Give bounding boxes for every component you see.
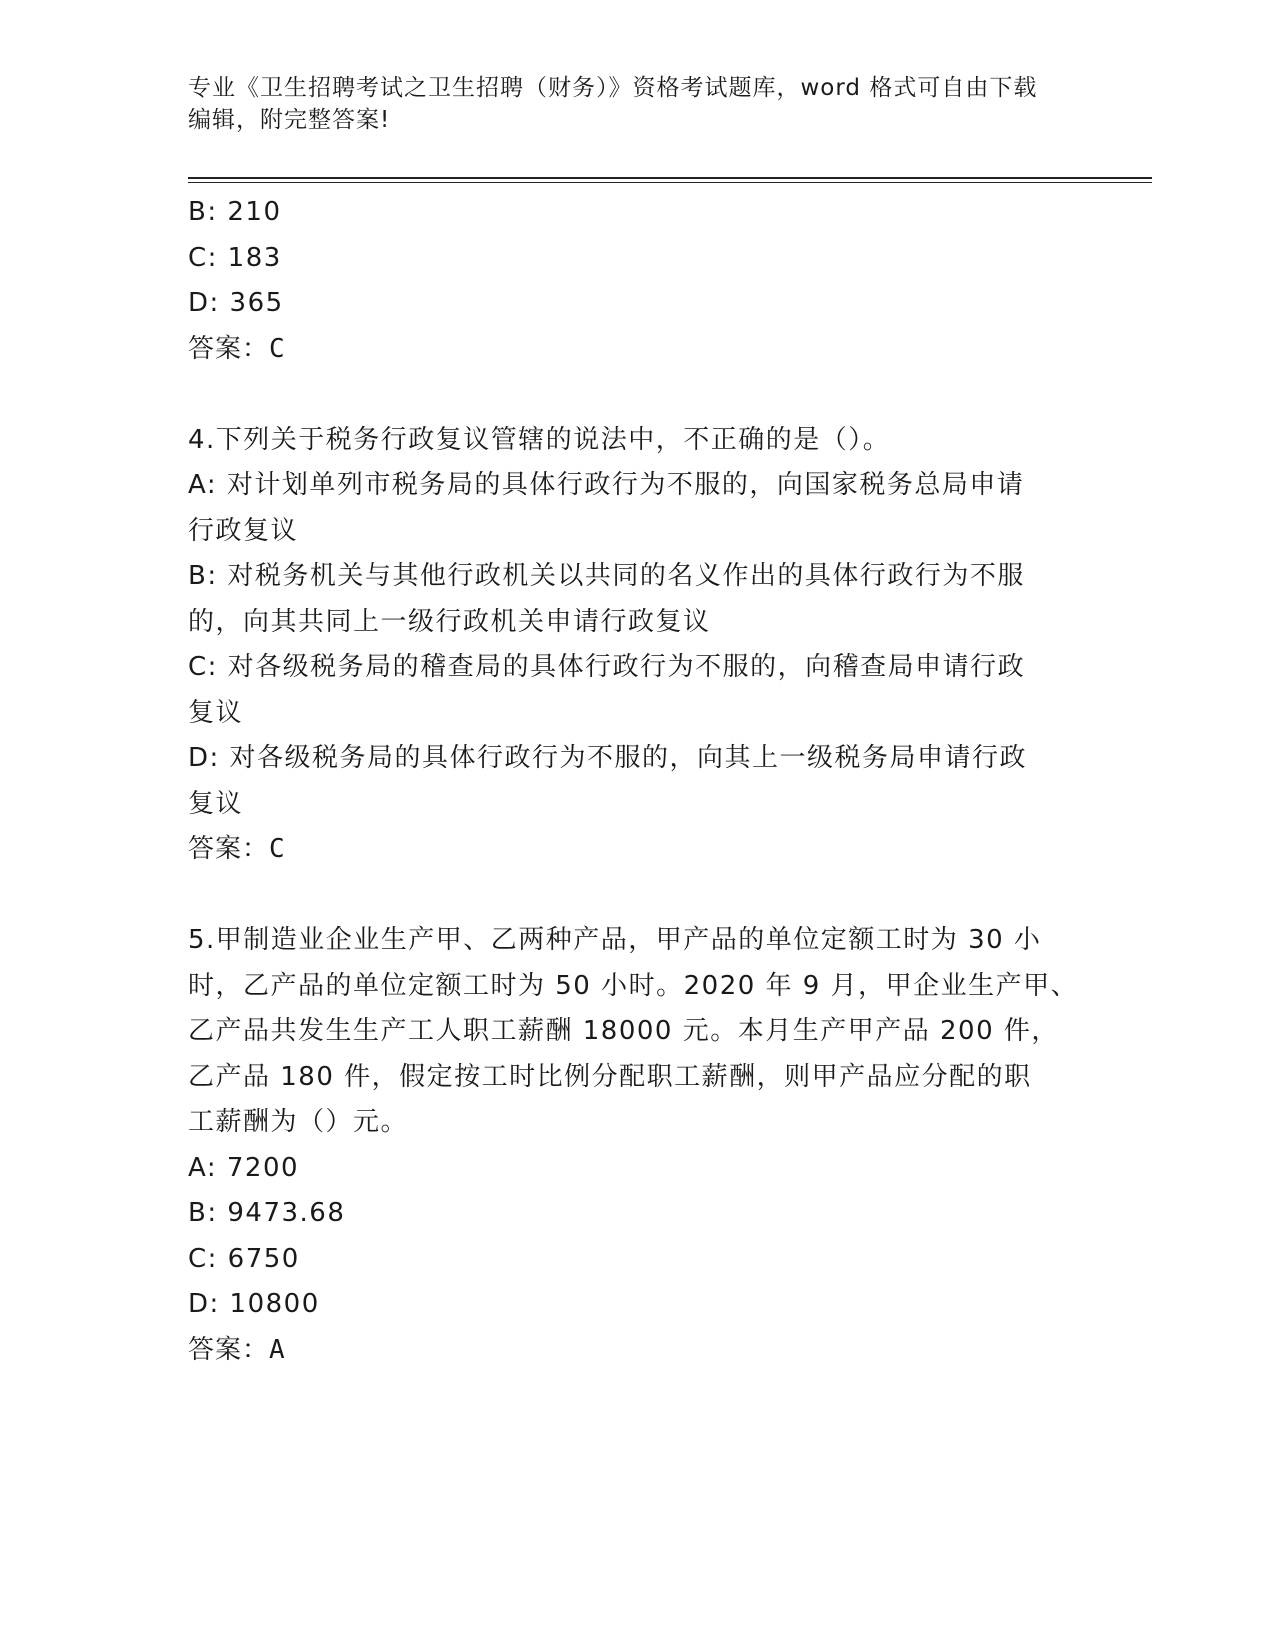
question-5-block bbox=[188, 918, 1088, 1373]
q5-option-d: D: 10800 bbox=[188, 1289, 320, 1319]
spacer bbox=[188, 873, 1088, 919]
header-rule-thick bbox=[188, 177, 1152, 179]
q4-option-d-line-1: D: 对各级税务局的具体行政行为不服的，向其上一级税务局申请行政 bbox=[188, 743, 1028, 773]
q4-option-a-line-1: A: 对计划单列市税务局的具体行政行为不服的，向国家税务总局申请 bbox=[188, 470, 1025, 500]
q4-option-c-line-1: C: 对各级税务局的稽查局的具体行政行为不服的，向稽查局申请行政 bbox=[188, 652, 1026, 682]
q5-stem-line-5: 工薪酬为（）元。 bbox=[188, 1107, 409, 1137]
q4-option-b-line-1: B: 对税务机关与其他行政机关以共同的名义作出的具体行政行为不服 bbox=[188, 561, 1025, 591]
q5-option-c: C: 6750 bbox=[188, 1243, 300, 1274]
document-body bbox=[188, 190, 1088, 1373]
q3-answer: 答案：C bbox=[188, 333, 286, 364]
q5-stem-line-3: 乙产品共发生生产工人职工薪酬 18000 元。本月生产甲产品 200 件， bbox=[188, 1016, 1059, 1046]
q4-answer: 答案：C bbox=[188, 834, 286, 864]
header-line-2: 编辑，附完整答案! bbox=[188, 107, 391, 133]
question-4-block bbox=[188, 418, 1088, 873]
question-3-block bbox=[188, 190, 1088, 372]
q5-option-a: A: 7200 bbox=[188, 1152, 300, 1183]
q5-answer: 答案：A bbox=[188, 1334, 286, 1365]
q3-option-b: B: 210 bbox=[188, 197, 282, 227]
q4-stem: 4.下列关于税务行政复议管辖的说法中，不正确的是（）。 bbox=[188, 424, 891, 455]
header-rule-thin bbox=[188, 182, 1152, 183]
q3-option-c: C: 183 bbox=[188, 242, 282, 273]
q4-option-c-line-2: 复议 bbox=[188, 697, 244, 728]
q5-stem-line-1: 5.甲制造业企业生产甲、乙两种产品，甲产品的单位定额工时为 30 小 bbox=[188, 925, 1042, 955]
document-header bbox=[188, 72, 1068, 136]
spacer bbox=[188, 372, 1088, 418]
q5-stem-line-2: 时，乙产品的单位定额工时为 50 小时。2020 年 9 月，甲企业生产甲、 bbox=[188, 970, 1079, 1001]
q4-option-b-line-2: 的，向其共同上一级行政机关申请行政复议 bbox=[188, 606, 711, 637]
q5-stem-line-4: 乙产品 180 件，假定按工时比例分配职工薪酬，则甲产品应分配的职 bbox=[188, 1061, 1032, 1092]
q3-option-d: D: 365 bbox=[188, 288, 284, 318]
header-line-1: 专业《卫生招聘考试之卫生招聘（财务）》资格考试题库，word 格式可自由下载 bbox=[188, 75, 1038, 101]
q4-option-a-line-2: 行政复议 bbox=[188, 515, 299, 546]
q5-option-b: B: 9473.68 bbox=[188, 1198, 346, 1228]
q4-option-d-line-2: 复议 bbox=[188, 788, 244, 819]
